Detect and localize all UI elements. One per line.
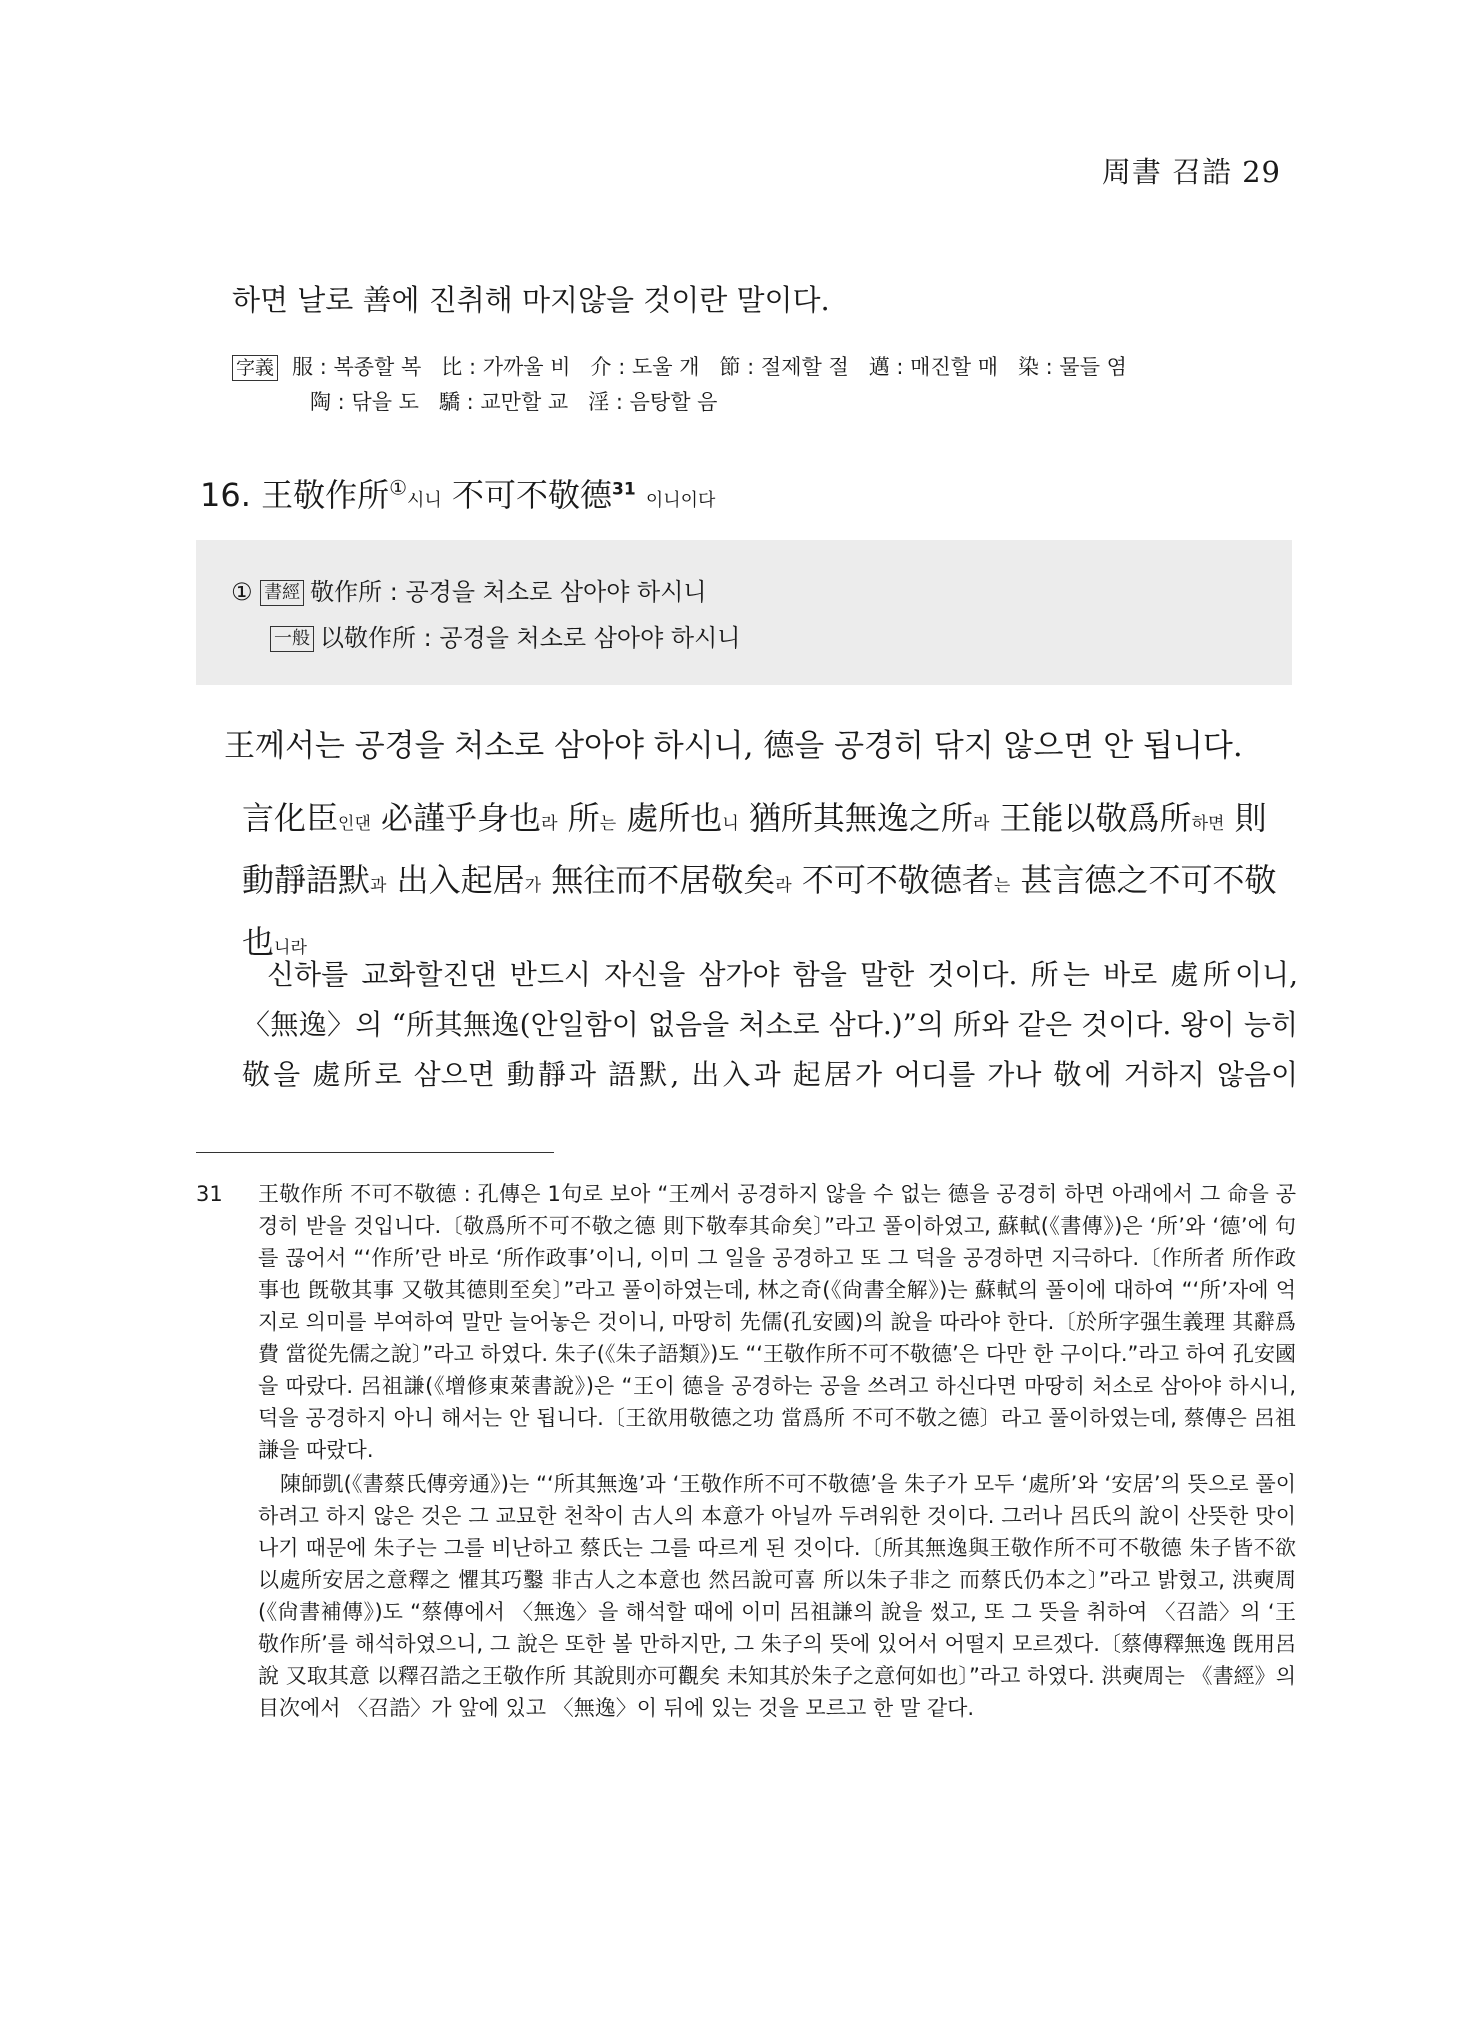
hanmun-text: 甚言德之不可不敬也	[242, 861, 1277, 961]
glossary-label: 字義	[232, 355, 278, 381]
commentary-line: 신하를 교화할진댄 반드시 자신을 삼가야 함을 말한 것이다. 所는 바로 處所이니,	[267, 958, 1298, 991]
glossary-item: 邁 : 매진할 매	[868, 355, 998, 379]
particle: 과	[370, 876, 387, 896]
variant-text: 以敬作所 : 공경을 처소로 삼아야 하시니	[320, 624, 741, 652]
hanmun-text: 無往而不居敬矣	[541, 861, 776, 899]
section-title	[200, 470, 715, 516]
particle: 하면	[1191, 814, 1225, 834]
glossary-item: 服 : 복종할 복	[292, 355, 422, 379]
header-title: 周書 召誥	[1101, 155, 1233, 189]
continued-commentary: 하면 날로 善에 진취해 마지않을 것이란 말이다.	[232, 283, 830, 317]
glossary-item: 陶 : 닦을 도	[310, 390, 419, 414]
variant-label: 書經	[260, 580, 304, 606]
particle: 는	[599, 814, 617, 834]
glossary	[232, 350, 1292, 420]
footnote-number: 31	[196, 1182, 223, 1206]
glossary-item: 介 : 도울 개	[590, 355, 700, 379]
footnote-rule	[196, 1152, 554, 1153]
hanmun-text: 王能以敬爲所	[989, 799, 1192, 837]
hanmun-commentary	[242, 790, 1298, 976]
hanmun-text: 不可不敬德者	[791, 861, 994, 899]
variant-line-2	[270, 618, 740, 653]
glossary-item: 節 : 절제할 절	[719, 355, 849, 379]
particle: 라	[775, 876, 792, 896]
hanmun-text: 處所也	[616, 799, 723, 837]
particle: 라	[541, 814, 558, 834]
variant-note-box	[196, 540, 1292, 685]
variant-marker: ①	[231, 578, 253, 606]
commentary-line: 敬을 處所로 삼으면 動靜과 語默, 出入과 起居가 어디를 가나 敬에 거하지 않음이	[242, 1058, 1298, 1091]
hanmun-text: 則動靜語默	[242, 799, 1267, 899]
section-text-a: 王敬作所	[261, 476, 390, 514]
footnote-ref: 31	[611, 479, 636, 500]
page-number: 29	[1242, 155, 1281, 189]
particle: 는	[993, 876, 1011, 896]
glossary-item: 染 : 물들 염	[1017, 355, 1127, 379]
glossary-line-2	[232, 385, 1292, 420]
variant-text: 敬作所 : 공경을 처소로 삼아야 하시니	[310, 578, 707, 606]
commentary-line: 〈無逸〉의 “所其無逸(안일함이 없음을 처소로 삼다.)”의 所와 같은 것이다. 왕이 능히	[242, 1008, 1298, 1041]
translation: 王께서는 공경을 처소로 삼아야 하시니, 德을 공경히 닦지 않으면 안 됩니다.	[224, 728, 1243, 764]
footnote-paragraph: 陳師凱(《書蔡氏傳旁通》)는 “‘所其無逸’과 ‘王敬作所不可不敬德’을 朱子가 모두 ‘處所’와 ‘安居’의 뜻으로 풀이하려고 하지 않은 것은 그 교묘한 천착이 古人의 本意가 아닐까 두려워한 것이다. 그러나 呂氏의 說이 산뜻한 맛이 나기 때문에 朱子는 그를 비난하고 蔡氏는 그를 따르게 된 것이다.〔所其無逸與王敬作所不可不敬德 朱子皆不欲以處所安居之意釋之 懼其巧鑿 非古人之本意也 然呂說可喜 所以朱子非之 而蔡氏仍本之〕”라고 밝혔고, 洪奭周(《尙書補傳》)도 “蔡傳에서 〈無逸〉을 해석할 때에 이미 呂祖謙의 說을 썼고, 또 그 뜻을 취하여 〈召誥〉의 ‘王敬作所’를 해석하였으니, 그 說은 또한 볼 만하지만, 그 朱子의 뜻에 있어서 어떨지 모르겠다.〔蔡傳釋無逸 旣用呂說 又取其意 以釋召誥之王敬作所 其說則亦可觀矣 未知其於朱子之意何如也〕”라고 하였다. 洪奭周는 《書經》의 目次에서 〈召誥〉가 앞에 있고 〈無逸〉이 뒤에 있는 것을 모르고 한 말 같다.	[258, 1472, 1296, 1720]
variant-line-1	[231, 572, 707, 607]
footnote	[196, 1178, 1296, 1724]
particle: 니라	[274, 938, 307, 958]
section-text-b: 不可不敬德	[451, 476, 612, 514]
hanmun-text: 出入起居	[386, 861, 525, 899]
running-head	[1102, 150, 1281, 191]
glossary-line-1	[232, 350, 1292, 385]
korean-commentary	[242, 950, 1298, 1100]
particle: 라	[972, 814, 990, 834]
particle: 니	[722, 814, 739, 834]
footnote-body	[258, 1178, 1296, 1724]
variant-label: 一般	[270, 626, 314, 652]
hanmun-text: 所	[557, 799, 600, 837]
hanmun-text: 猶所其無逸之所	[738, 799, 973, 837]
particle: 인댄	[338, 814, 371, 834]
section-number: 16.	[200, 476, 251, 514]
particle: 이니이다	[645, 490, 716, 511]
circled-marker: ①	[389, 475, 408, 500]
hanmun-text: 必謹乎身也	[370, 799, 542, 837]
hanmun-text: 言化臣	[242, 799, 339, 837]
particle: 시니	[407, 490, 442, 511]
footnote-paragraph: 王敬作所 不可不敬德 : 孔傳은 1句로 보아 “王께서 공경하지 않을 수 없는 德을 공경히 하면 아래에서 그 命을 공경히 받을 것입니다.〔敬爲所不可不敬之德 則下敬奉其命矣〕”라고 풀이하였고, 蘇軾(《書傳》)은 ‘所’와 ‘德’에 句를 끊어서 “‘作所’란 바로 ‘所作政事’이니, 이미 그 일을 공경하고 또 그 덕을 공경하면 지극하다.〔作所者 所作政事也 旣敬其事 又敬其德則至矣〕”라고 풀이하였는데, 林之奇(《尙書全解》)는 蘇軾의 풀이에 대하여 “‘所’자에 억지로 의미를 부여하여 말만 늘어놓은 것이니, 마땅히 先儒(孔安國)의 說을 따라야 한다.〔於所字强生義理 其辭爲費 當從先儒之說〕”라고 하였다. 朱子(《朱子語類》)도 “‘王敬作所不可不敬德’은 다만 한 구이다.”라고 하여 孔安國을 따랐다. 呂祖謙(《增修東萊書說》)은 “王이 德을 공경하는 공을 쓰려고 하신다면 마땅히 처소로 삼아야 하시니, 덕을 공경하지 아니 해서는 안 됩니다.〔王欲用敬德之功 當爲所 不可不敬之德〕라고 풀이하였는데, 蔡傳은 呂祖謙을 따랐다.	[258, 1182, 1296, 1462]
particle: 가	[524, 876, 542, 896]
glossary-item: 比 : 가까울 비	[441, 355, 571, 379]
glossary-item: 淫 : 음탕할 음	[588, 390, 718, 414]
glossary-item: 驕 : 교만할 교	[438, 390, 569, 414]
